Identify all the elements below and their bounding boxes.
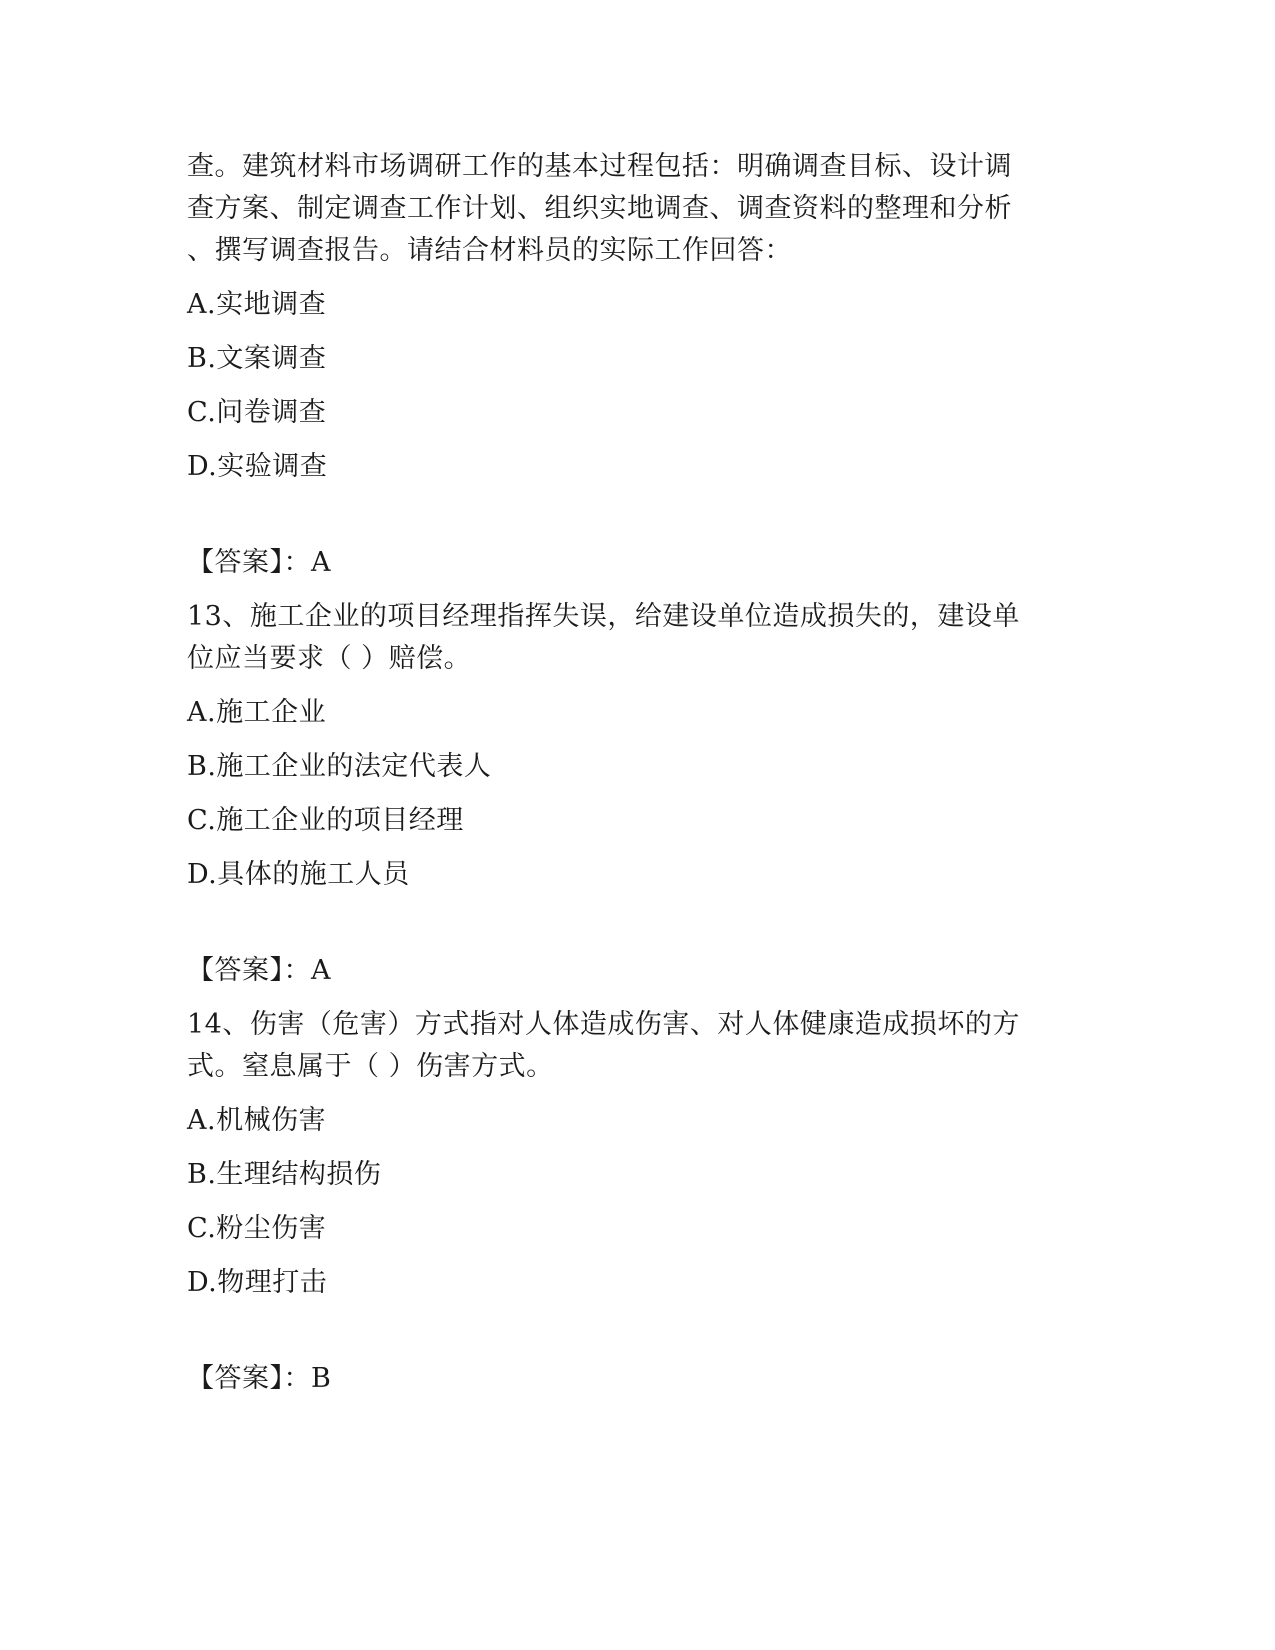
question-stem-line: 查。建筑材料市场调研工作的基本过程包括：明确调查目标、设计调 <box>187 151 1012 182</box>
question-stem-line: 14、伤害（危害）方式指对人体造成伤害、对人体健康造成损坏的方 <box>187 1009 1020 1040</box>
question-stem-line: 式。窒息属于（ ）伤害方式。 <box>187 1051 554 1082</box>
option-d: D.实验调查 <box>187 451 328 482</box>
option-a: A.施工企业 <box>187 697 327 728</box>
question-stem-line: 、撰写调查报告。请结合材料员的实际工作回答： <box>187 235 792 266</box>
answer-line: 【答案】：B <box>187 1363 332 1394</box>
option-a: A.实地调查 <box>187 289 327 320</box>
question-stem-line: 13、施工企业的项目经理指挥失误，给建设单位造成损失的，建设单 <box>187 601 1020 632</box>
option-b: B.生理结构损伤 <box>187 1159 382 1190</box>
option-c: C.施工企业的项目经理 <box>187 805 464 836</box>
answer-line: 【答案】：A <box>187 547 331 578</box>
option-a: A.机械伤害 <box>187 1105 327 1136</box>
answer-line: 【答案】：A <box>187 955 331 986</box>
question-stem-line: 查方案、制定调查工作计划、组织实地调查、调查资料的整理和分析 <box>187 193 1012 224</box>
option-b: B.施工企业的法定代表人 <box>187 751 492 782</box>
option-b: B.文案调查 <box>187 343 327 374</box>
option-c: C.粉尘伤害 <box>187 1213 327 1244</box>
option-c: C.问卷调查 <box>187 397 327 428</box>
question-stem-line: 位应当要求（ ）赔偿。 <box>187 643 472 674</box>
option-d: D.物理打击 <box>187 1267 328 1298</box>
option-d: D.具体的施工人员 <box>187 859 410 890</box>
